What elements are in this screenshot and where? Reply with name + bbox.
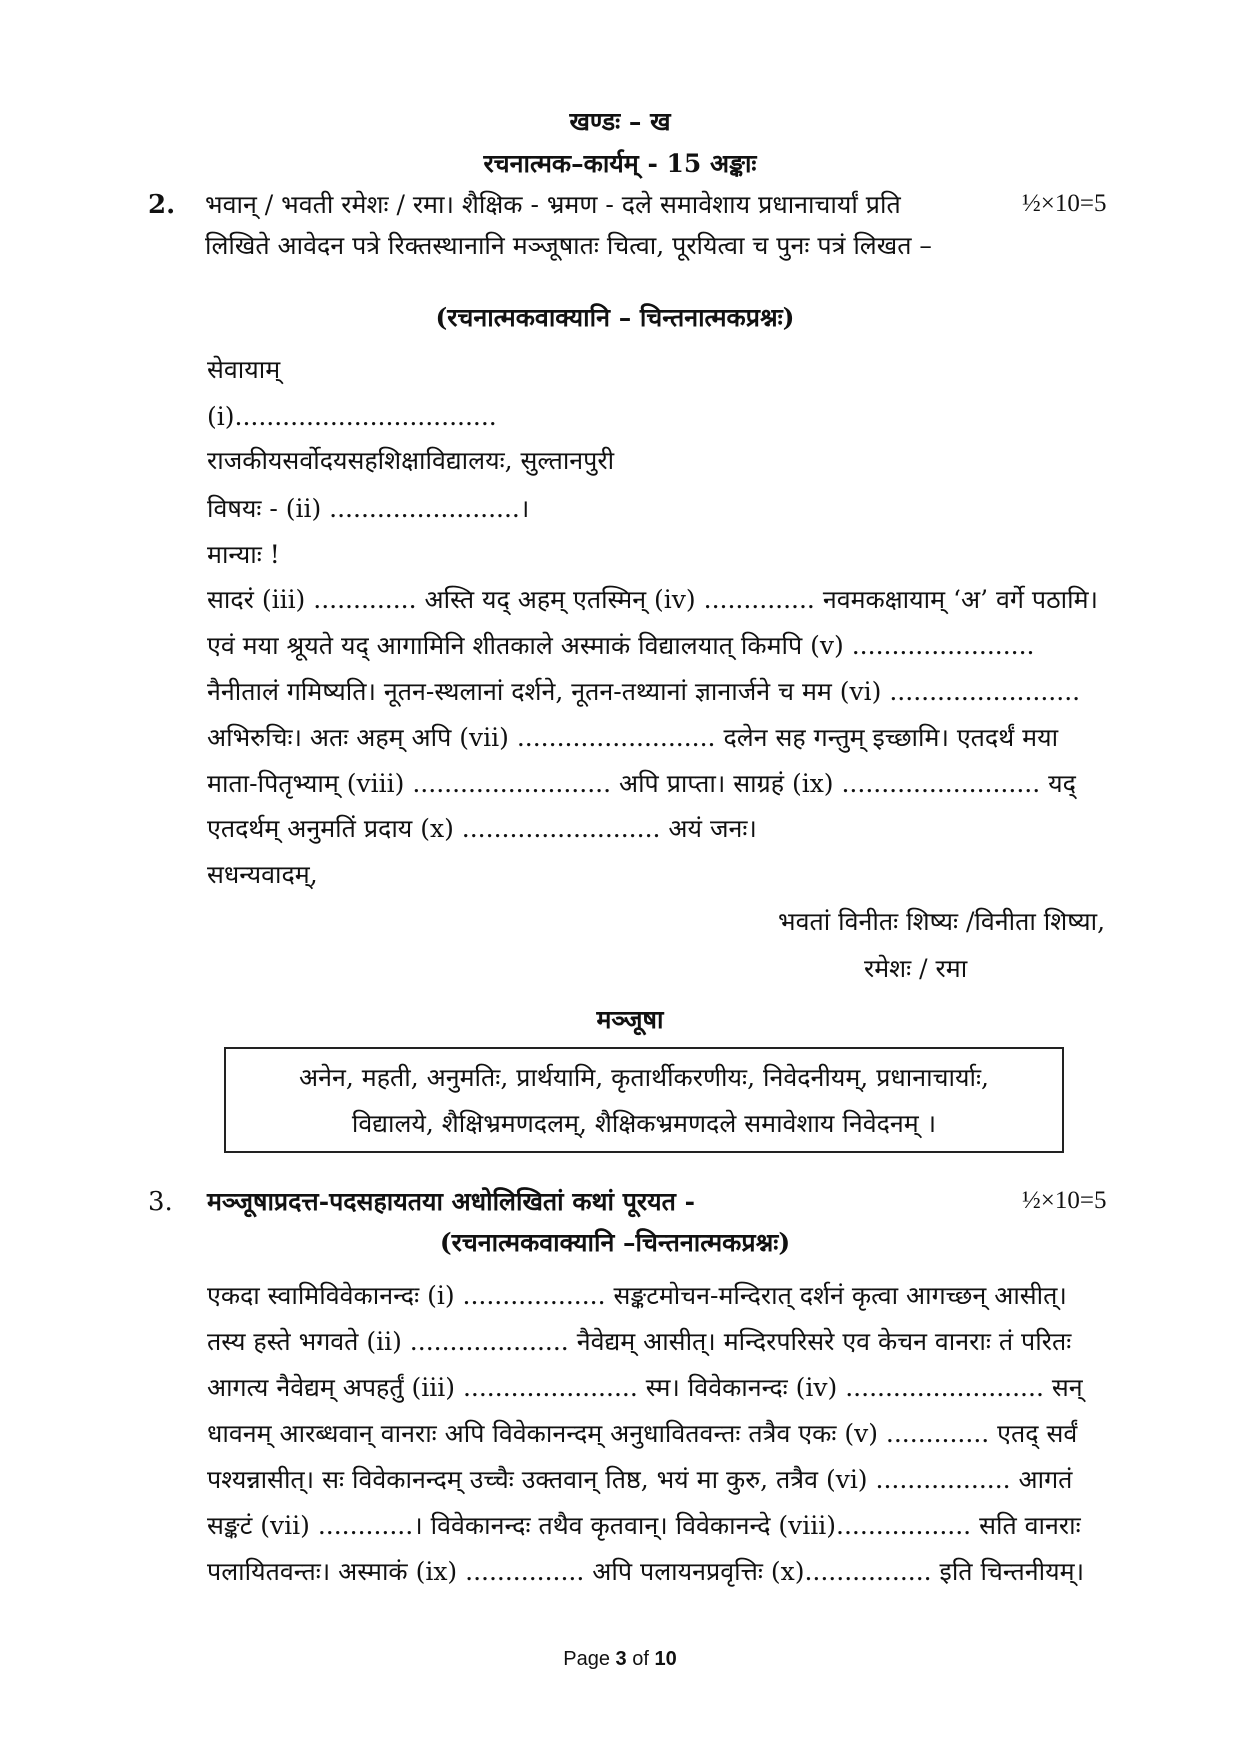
story-line: पलायितवन्तः। अस्माकं (ix) ............... अपि पलायनप्रवृत्तिः (x)................ इति चिन्तनीयम्। — [207, 1557, 1085, 1586]
letter-subject: विषयः - (ii) ........................। — [207, 494, 530, 523]
q2-instruction-line1: भवान् / भवती रमेशः / रमा। शैक्षिक - भ्रमण - दले समावेशाय प्रधानाचार्यां प्रति — [205, 190, 901, 219]
q3-instruction: मञ्जूषाप्रदत्त-पदसहायतया अधोलिखितां कथां पूरयत - — [207, 1187, 695, 1216]
letter-blank-i: (i)................................. — [207, 402, 497, 431]
q2-marks: ½×10=5 — [1022, 190, 1107, 217]
letter-name: रमेशः / रमा — [864, 954, 968, 983]
story-line: पश्यन्नासीत्। सः विवेकानन्दम् उच्चैः उक्तवान् तिष्ठ, भयं मा कुरु, तत्रैव (vi) ................. आगतं — [207, 1465, 1073, 1494]
manjusha-title: मञ्जूषा — [596, 1005, 664, 1034]
section-subtitle: रचनात्मक–कार्यम् - 15 अङ्काः — [483, 149, 757, 178]
letter-greeting: मान्याः ! — [207, 540, 280, 569]
footer-current-page: 3 — [615, 1648, 627, 1670]
q3-category: (रचनात्मकवाक्यानि –चिन्तनात्मकप्रश्नः) — [439, 1228, 791, 1257]
q2-number: 2. — [148, 190, 176, 220]
letter-closing: सधन्यवादम्, — [207, 860, 318, 889]
letter-body-line: नैनीतालं गमिष्यति। नूतन-स्थलानां दर्शने, नूतन-तथ्यानां ज्ञानार्जने च मम (vi) ........................ — [207, 677, 1081, 706]
manjusha-words-line1: अनेन, महती, अनुमतिः, प्रार्थयामि, कृतार्थीकरणीयः, निवेदनीयम्, प्रधानाचार्याः, — [299, 1063, 989, 1092]
letter-school: राजकीयसर्वोदयसहशिक्षाविद्यालयः, सुल्तानपुरी — [207, 446, 615, 475]
story-line: एकदा स्वामिविवेकानन्दः (i) .................. सङ्कटमोचन-मन्दिरात् दर्शनं कृत्वा आगच्छन् आसीत्। — [207, 1281, 1067, 1310]
q2-instruction-line2: लिखिते आवेदन पत्रे रिक्तस्थानानि मञ्जूषातः चित्वा, पूरयित्वा च पुनः पत्रं लिखत – — [205, 231, 932, 260]
letter-body-line: एतदर्थम् अनुमतिं प्रदाय (x) ......................... अयं जनः। — [207, 814, 757, 843]
story-line: आगत्य नैवेद्यम् अपहर्तुं (iii) ...................... स्म। विवेकानन्दः (iv) ......................... सन् — [207, 1373, 1083, 1402]
letter-body-line: एवं मया श्रूयते यद् आगामिनि शीतकाले अस्माकं विद्यालयात् किमपि (v) ....................... — [207, 631, 1035, 660]
footer-total-pages: 10 — [654, 1648, 677, 1670]
story-line: धावनम् आरब्धवान् वानराः अपि विवेकानन्दम् अनुधावितवन्तः तत्रैव एकः (v) ............. एतद् सर्वं — [207, 1419, 1078, 1448]
page-footer — [0, 1648, 1240, 1671]
letter-body-line: सादरं (iii) ............. अस्ति यद् अहम् एतस्मिन् (iv) .............. नवमकक्षायाम् ‘अ’ वर्गे पठामि। — [207, 585, 1098, 614]
letter-salutation: सेवायाम् — [207, 355, 281, 384]
story-line: तस्य हस्ते भगवते (ii) .................... नैवेद्यम् आसीत्। मन्दिरपरिसरे एव केचन वानराः तं परितः — [207, 1327, 1072, 1356]
q3-marks: ½×10=5 — [1022, 1187, 1107, 1214]
letter-signoff: भवतां विनीतः शिष्यः /विनीता शिष्या, — [778, 907, 1106, 936]
manjusha-box — [224, 1047, 1064, 1153]
q2-category: (रचनात्मकवाक्यानि – चिन्तनात्मकप्रश्नः) — [435, 303, 795, 332]
q3-number: 3. — [148, 1187, 173, 1217]
section-title: खण्डः – ख — [569, 107, 671, 136]
story-line: सङ्कटं (vii) ............। विवेकानन्दः तथैव कृतवान्। विवेकानन्दे (viii)................. सति वानराः — [207, 1511, 1081, 1540]
letter-body-line: अभिरुचिः। अतः अहम् अपि (vii) ......................... दलेन सह गन्तुम् इच्छामि। एतदर्थं मया — [207, 723, 1059, 752]
footer-prefix: Page — [563, 1648, 616, 1670]
letter-body-line: माता-पितृभ्याम् (viii) ......................... अपि प्राप्ता। साग्रहं (ix) ......................... यद् — [207, 769, 1076, 798]
footer-of: of — [626, 1648, 655, 1670]
manjusha-words-line2: विद्यालये, शैक्षिभ्रमणदलम्, शैक्षिकभ्रमणदले समावेशाय निवेदनम् । — [351, 1109, 937, 1138]
